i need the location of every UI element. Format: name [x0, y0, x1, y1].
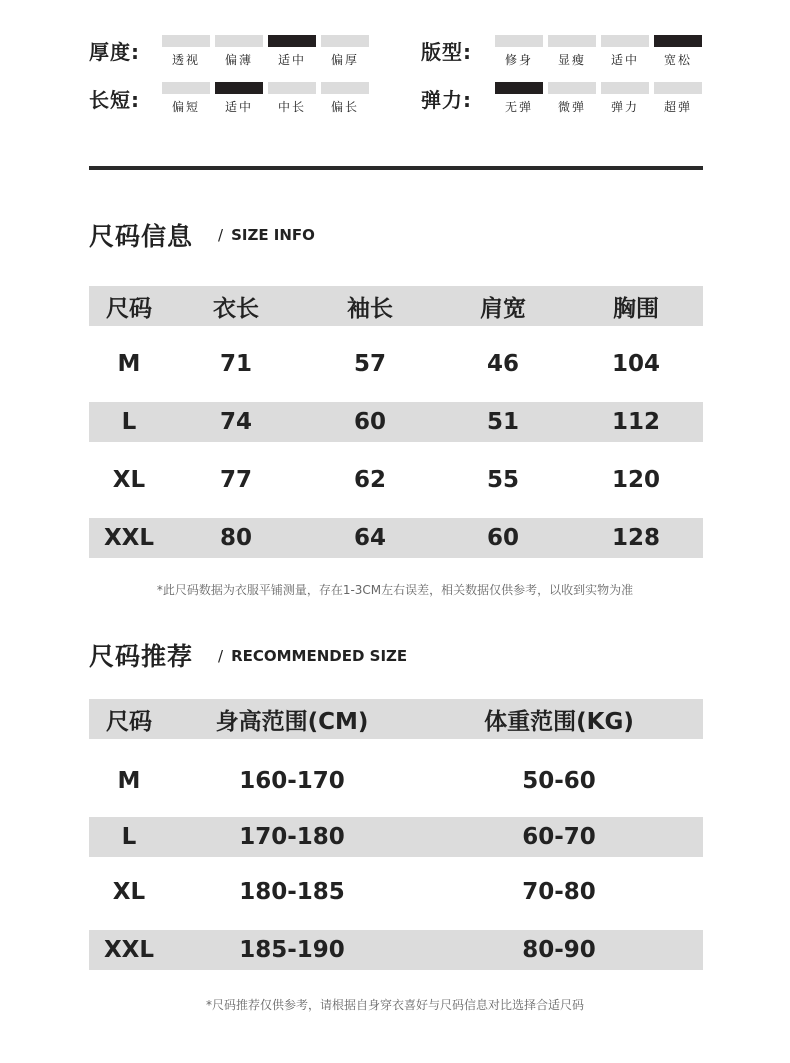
table-row: [89, 872, 703, 912]
elasticity-label: 弹力:: [421, 88, 472, 112]
recommended-header: 尺码: [106, 708, 152, 735]
table-row: [89, 817, 703, 857]
size-cell: L: [121, 824, 137, 850]
thickness-option: 适中: [268, 35, 316, 68]
shoulder-cell: 55: [486, 467, 519, 493]
sleeve-cell: 64: [353, 525, 386, 551]
table-row: [89, 460, 703, 500]
size-cell: XL: [112, 879, 146, 905]
thickness-option: 偏薄: [215, 35, 263, 68]
elasticity-option: 超弹: [654, 82, 702, 115]
thickness-option: 偏厚: [321, 35, 369, 68]
size-info-header: 衣长: [213, 295, 259, 322]
weight-range-cell: 60-70: [522, 824, 596, 850]
fit-bar-3: [654, 35, 702, 47]
length-bar-1: [215, 82, 263, 94]
length-label: 长短:: [89, 88, 140, 112]
fit-bar-0: [495, 35, 543, 47]
fit-label: 版型:: [421, 40, 472, 64]
fit-option: 适中: [601, 35, 649, 68]
height-range-cell: 180-185: [239, 879, 345, 905]
fit-bar-2: [601, 35, 649, 47]
size-info-header: 袖长: [347, 295, 393, 322]
size-cell: XL: [112, 467, 146, 493]
table-row: [89, 344, 703, 384]
size-cell: M: [117, 768, 141, 794]
thickness-bar-0: [162, 35, 210, 47]
sleeve-cell: 60: [353, 409, 386, 435]
length-bar-3: [321, 82, 369, 94]
size-cell: XXL: [103, 525, 155, 551]
elasticity-bar-1: [548, 82, 596, 94]
recommended-header-row: [89, 699, 703, 739]
length-option: 偏长: [321, 82, 369, 115]
weight-range-cell: 50-60: [522, 768, 596, 794]
size-info-header: 胸围: [613, 295, 659, 322]
length-cell: 74: [219, 409, 252, 435]
shoulder-cell: 46: [486, 351, 519, 377]
size-info-note: *此尺码数据为衣服平铺测量，存在1-3CM左右误差，相关数据仅供参考，以收到实物为准: [156, 583, 634, 597]
size-info-header-row: [89, 286, 703, 326]
elasticity-bar-3: [654, 82, 702, 94]
size-cell: M: [117, 351, 141, 377]
thickness-bar-1: [215, 35, 263, 47]
sleeve-cell: 57: [353, 351, 386, 377]
fit-bar-1: [548, 35, 596, 47]
fit-option: 宽松: [654, 35, 702, 68]
height-range-cell: 185-190: [239, 937, 345, 963]
sleeve-cell: 62: [353, 467, 386, 493]
table-row: [89, 518, 703, 558]
shoulder-cell: 60: [486, 525, 519, 551]
length-cell: 77: [219, 467, 252, 493]
height-range-cell: 170-180: [239, 824, 345, 850]
fit-option: 修身: [495, 35, 543, 68]
recommended-subtitle: / RECOMMENDED SIZE: [218, 647, 408, 665]
recommended-title: 尺码推荐: [89, 642, 194, 671]
fit-option: 显瘦: [548, 35, 596, 68]
thickness-bar-3: [321, 35, 369, 47]
recommended-header: 身高范围(CM): [215, 708, 369, 735]
table-row: [89, 402, 703, 442]
length-cell: 71: [219, 351, 252, 377]
size-info-subtitle: / SIZE INFO: [218, 226, 315, 244]
shoulder-cell: 51: [486, 409, 519, 435]
size-info-title: 尺码信息: [89, 222, 194, 251]
weight-range-cell: 70-80: [522, 879, 596, 905]
table-row: [89, 761, 703, 801]
elasticity-bar-2: [601, 82, 649, 94]
length-bar-2: [268, 82, 316, 94]
thickness-option: 透视: [162, 35, 210, 68]
chest-cell: 112: [611, 409, 660, 435]
recommended-note: *尺码推荐仅供参考，请根据自身穿衣喜好与尺码信息对比选择合适尺码: [205, 998, 584, 1012]
recommended-header: 体重范围(KG): [484, 708, 634, 735]
elasticity-option: 微弹: [548, 82, 596, 115]
size-cell: XXL: [103, 937, 155, 963]
chest-cell: 104: [611, 351, 660, 377]
length-option: 适中: [215, 82, 263, 115]
size-info-header: 尺码: [106, 295, 152, 322]
table-row: [89, 930, 703, 970]
length-option: 中长: [268, 82, 316, 115]
size-info-header: 肩宽: [480, 295, 526, 322]
height-range-cell: 160-170: [239, 768, 345, 794]
thickness-bar-2: [268, 35, 316, 47]
length-bar-0: [162, 82, 210, 94]
section-divider: [89, 166, 703, 170]
size-cell: L: [121, 409, 137, 435]
chest-cell: 120: [611, 467, 660, 493]
elasticity-option: 弹力: [601, 82, 649, 115]
thickness-label: 厚度:: [89, 40, 140, 64]
elasticity-bar-0: [495, 82, 543, 94]
length-cell: 80: [219, 525, 252, 551]
weight-range-cell: 80-90: [522, 937, 596, 963]
chest-cell: 128: [611, 525, 660, 551]
elasticity-option: 无弹: [495, 82, 543, 115]
length-option: 偏短: [162, 82, 210, 115]
